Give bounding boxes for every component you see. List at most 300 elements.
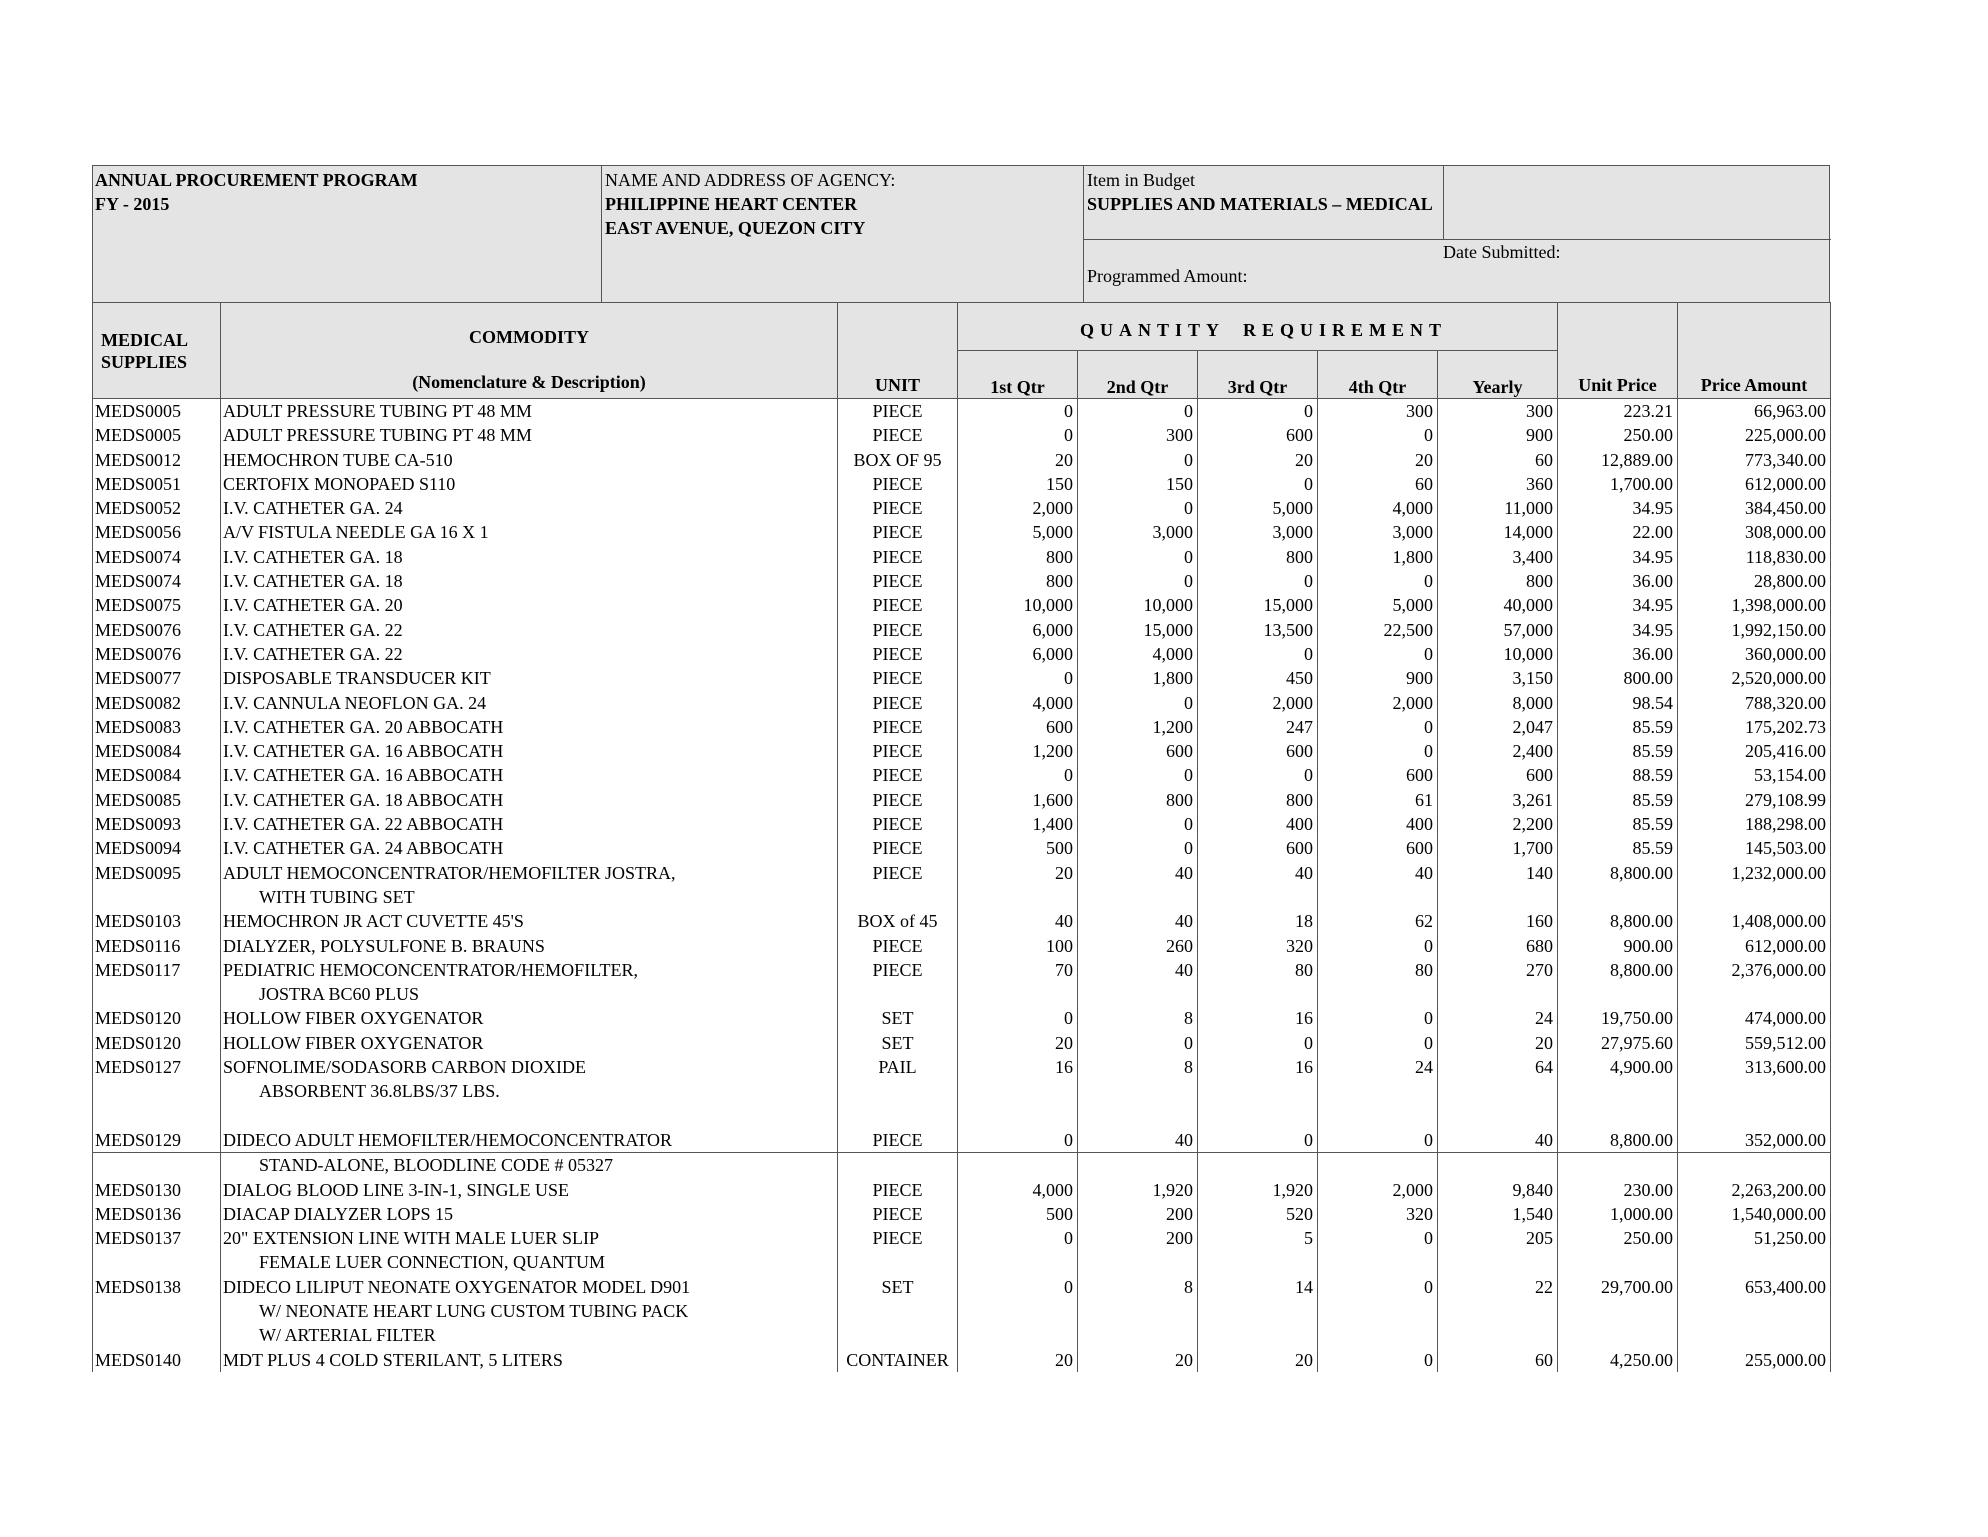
item-unit: PIECE (838, 763, 958, 787)
date-submitted-label: Date Submitted: (1443, 242, 1561, 262)
item-description (221, 666, 838, 690)
item-code: MEDS0094 (93, 836, 221, 860)
item-q1: 0 (958, 1006, 1078, 1030)
item-price: 800.00 (1558, 666, 1678, 690)
item-price: 250.00 (1558, 423, 1678, 447)
col-commodity: COMMODITY (Nomenclature & Description) (221, 303, 838, 399)
item-q3: 800 (1198, 545, 1318, 569)
table-row (93, 1178, 1831, 1202)
item-code: MEDS0074 (93, 545, 221, 569)
item-description-line: HOLLOW FIBER OXYGENATOR (223, 1008, 484, 1029)
item-q1: 20 (958, 861, 1078, 910)
item-q2: 0 (1078, 812, 1198, 836)
item-q4: 400 (1318, 812, 1438, 836)
item-description (221, 1128, 838, 1153)
item-q2: 1,800 (1078, 666, 1198, 690)
item-q1: 0 (958, 1275, 1078, 1348)
item-unit: SET (838, 1006, 958, 1030)
item-q4: 2,000 (1318, 1178, 1438, 1202)
item-q4: 0 (1318, 569, 1438, 593)
item-description (221, 399, 838, 424)
item-description-line: DIACAP DIALYZER LOPS 15 (223, 1203, 454, 1224)
agency-address: EAST AVENUE, QUEZON CITY (605, 218, 866, 238)
item-q1: 0 (958, 763, 1078, 787)
item-description-line: PEDIATRIC HEMOCONCENTRATOR/HEMOFILTER, (223, 959, 639, 980)
item-amount: 118,830.00 (1678, 545, 1831, 569)
item-yearly: 2,200 (1438, 812, 1558, 836)
item-description-line: DIALYZER, POLYSULFONE B. BRAUNS (223, 935, 545, 956)
item-q4: 2,000 (1318, 691, 1438, 715)
item-code: MEDS0051 (93, 472, 221, 496)
item-code: MEDS0005 (93, 423, 221, 447)
item-q2: 600 (1078, 739, 1198, 763)
item-q1: 6,000 (958, 642, 1078, 666)
item-price: 29,700.00 (1558, 1275, 1678, 1348)
item-unit: PIECE (838, 642, 958, 666)
table-row (93, 423, 1831, 447)
item-price: 4,250.00 (1558, 1348, 1678, 1372)
item-q4: 24 (1318, 1055, 1438, 1128)
item-description-continuation (223, 1104, 831, 1128)
item-description-line: I.V. CATHETER GA. 16 ABBOCATH (223, 765, 504, 786)
item-yearly: 57,000 (1438, 618, 1558, 642)
budget-item: SUPPLIES AND MATERIALS – MEDICAL (1087, 194, 1433, 214)
item-code: MEDS0082 (93, 691, 221, 715)
item-q2: 200 (1078, 1202, 1198, 1226)
item-price: 223.21 (1558, 399, 1678, 424)
table-row (93, 399, 1831, 424)
item-q4: 20 (1318, 448, 1438, 472)
budget-label: Item in Budget (1087, 170, 1195, 190)
item-q3: 80 (1198, 958, 1318, 1007)
item-q2 (1078, 1153, 1198, 1178)
item-yearly: 64 (1438, 1055, 1558, 1128)
item-description (221, 520, 838, 544)
item-description-line: DIDECO LILIPUT NEONATE OXYGENATOR MODEL D901 (223, 1276, 691, 1297)
item-price: 98.54 (1558, 691, 1678, 715)
item-unit: BOX OF 95 (838, 448, 958, 472)
item-code: MEDS0116 (93, 934, 221, 958)
item-description-line: ADULT HEMOCONCENTRATOR/HEMOFILTER JOSTRA, (223, 862, 676, 883)
item-description-line: I.V. CATHETER GA. 20 (223, 595, 403, 616)
item-description (221, 618, 838, 642)
item-q2: 0 (1078, 763, 1198, 787)
item-q2: 15,000 (1078, 618, 1198, 642)
item-amount: 773,340.00 (1678, 448, 1831, 472)
item-description-line: I.V. CATHETER GA. 22 (223, 619, 403, 640)
item-description-line: HEMOCHRON TUBE CA-510 (223, 449, 453, 470)
item-code: MEDS0095 (93, 861, 221, 910)
item-code: MEDS0084 (93, 739, 221, 763)
item-description (221, 448, 838, 472)
item-description-continuation: W/ ARTERIAL FILTER (259, 1325, 436, 1346)
item-description-continuation: STAND-ALONE, BLOODLINE CODE # 05327 (259, 1155, 614, 1176)
item-unit: PIECE (838, 593, 958, 617)
table-row (93, 958, 1831, 1007)
item-q4: 0 (1318, 1348, 1438, 1372)
item-amount: 1,540,000.00 (1678, 1202, 1831, 1226)
item-description-line: I.V. CATHETER GA. 20 ABBOCATH (223, 716, 504, 737)
item-amount: 1,408,000.00 (1678, 909, 1831, 933)
item-q1: 16 (958, 1055, 1078, 1128)
item-price: 34.95 (1558, 593, 1678, 617)
item-unit: PIECE (838, 958, 958, 1007)
item-q4: 1,800 (1318, 545, 1438, 569)
item-q3: 5 (1198, 1226, 1318, 1275)
item-q1: 100 (958, 934, 1078, 958)
table-row (93, 812, 1831, 836)
item-unit: PIECE (838, 569, 958, 593)
col-unit: UNIT (838, 303, 958, 399)
item-description-line: SOFNOLIME/SODASORB CARBON DIOXIDE (223, 1057, 587, 1078)
item-price: 22.00 (1558, 520, 1678, 544)
item-q1: 1,400 (958, 812, 1078, 836)
item-q1: 1,600 (958, 788, 1078, 812)
item-yearly: 24 (1438, 1006, 1558, 1030)
item-price: 34.95 (1558, 496, 1678, 520)
col-price-amount: Price Amount (1678, 303, 1831, 399)
item-q1: 4,000 (958, 691, 1078, 715)
item-description-line: CERTOFIX MONOPAED S110 (223, 473, 456, 494)
item-unit: PAIL (838, 1055, 958, 1128)
item-q3: 18 (1198, 909, 1318, 933)
item-q4: 0 (1318, 1031, 1438, 1055)
item-description-line: DIALOG BLOOD LINE 3-IN-1, SINGLE USE (223, 1179, 569, 1200)
item-yearly: 20 (1438, 1031, 1558, 1055)
item-q3: 13,500 (1198, 618, 1318, 642)
item-yearly: 22 (1438, 1275, 1558, 1348)
table-row (93, 715, 1831, 739)
item-yearly: 680 (1438, 934, 1558, 958)
col-yearly: Yearly (1438, 351, 1558, 399)
item-amount: 66,963.00 (1678, 399, 1831, 424)
item-description-line: I.V. CATHETER GA. 22 (223, 643, 403, 664)
item-q2: 0 (1078, 496, 1198, 520)
item-price: 27,975.60 (1558, 1031, 1678, 1055)
item-q4: 0 (1318, 715, 1438, 739)
item-description-line: HEMOCHRON JR ACT CUVETTE 45'S (223, 911, 524, 932)
col-unit-price: Unit Price (1558, 303, 1678, 399)
item-description-line: 20" EXTENSION LINE WITH MALE LUER SLIP (223, 1228, 599, 1249)
item-description-line: I.V. CATHETER GA. 18 ABBOCATH (223, 789, 504, 810)
item-q3: 0 (1198, 642, 1318, 666)
item-yearly: 3,261 (1438, 788, 1558, 812)
item-yearly: 8,000 (1438, 691, 1558, 715)
item-unit: PIECE (838, 691, 958, 715)
item-q2: 0 (1078, 836, 1198, 860)
item-amount: 612,000.00 (1678, 934, 1831, 958)
item-yearly: 10,000 (1438, 642, 1558, 666)
item-unit: PIECE (838, 934, 958, 958)
item-description-continuation: ABSORBENT 36.8LBS/37 LBS. (259, 1081, 500, 1102)
item-q1: 5,000 (958, 520, 1078, 544)
item-price: 8,800.00 (1558, 1128, 1678, 1153)
table-row (93, 642, 1831, 666)
item-q3: 0 (1198, 472, 1318, 496)
item-q3: 40 (1198, 861, 1318, 910)
item-q1: 1,200 (958, 739, 1078, 763)
item-price: 230.00 (1558, 1178, 1678, 1202)
item-yearly: 2,047 (1438, 715, 1558, 739)
item-q3: 2,000 (1198, 691, 1318, 715)
item-price: 250.00 (1558, 1226, 1678, 1275)
item-yearly: 1,540 (1438, 1202, 1558, 1226)
item-q4: 5,000 (1318, 593, 1438, 617)
item-q3: 0 (1198, 399, 1318, 424)
item-yearly: 1,700 (1438, 836, 1558, 860)
item-unit: PIECE (838, 812, 958, 836)
item-price: 8,800.00 (1558, 861, 1678, 910)
item-q2: 8 (1078, 1275, 1198, 1348)
item-description (221, 423, 838, 447)
table-row (93, 569, 1831, 593)
item-q1: 600 (958, 715, 1078, 739)
item-q2: 150 (1078, 472, 1198, 496)
table-row (93, 934, 1831, 958)
item-price: 8,800.00 (1558, 958, 1678, 1007)
item-amount: 474,000.00 (1678, 1006, 1831, 1030)
item-q4: 900 (1318, 666, 1438, 690)
item-description (221, 763, 838, 787)
col-q2: 2nd Qtr (1078, 351, 1198, 399)
item-amount: 2,263,200.00 (1678, 1178, 1831, 1202)
item-code: MEDS0127 (93, 1055, 221, 1128)
table-row (93, 496, 1831, 520)
item-code: MEDS0005 (93, 399, 221, 424)
item-description (221, 836, 838, 860)
table-row (93, 666, 1831, 690)
item-q2: 300 (1078, 423, 1198, 447)
item-unit: PIECE (838, 666, 958, 690)
item-price: 4,900.00 (1558, 1055, 1678, 1128)
item-q3: 14 (1198, 1275, 1318, 1348)
item-code: MEDS0129 (93, 1128, 221, 1153)
col-nomenclature: (Nomenclature & Description) (412, 372, 646, 392)
item-q2: 3,000 (1078, 520, 1198, 544)
item-description-line: DISPOSABLE TRANSDUCER KIT (223, 668, 491, 689)
item-description-line: DIDECO ADULT HEMOFILTER/HEMOCONCENTRATOR (223, 1129, 673, 1150)
item-q1: 20 (958, 1031, 1078, 1055)
item-unit: SET (838, 1031, 958, 1055)
item-amount: 308,000.00 (1678, 520, 1831, 544)
item-amount (1678, 1153, 1831, 1178)
item-description-continuation: WITH TUBING SET (259, 886, 415, 907)
item-q3: 0 (1198, 1128, 1318, 1153)
item-code (93, 1153, 221, 1178)
item-yearly: 2,400 (1438, 739, 1558, 763)
item-q2: 20 (1078, 1348, 1198, 1372)
item-price: 36.00 (1558, 569, 1678, 593)
item-q3: 20 (1198, 448, 1318, 472)
table-row (93, 739, 1831, 763)
procurement-table (92, 302, 1831, 1372)
item-unit: PIECE (838, 1226, 958, 1275)
item-code: MEDS0074 (93, 569, 221, 593)
item-q2: 0 (1078, 569, 1198, 593)
item-q1: 0 (958, 423, 1078, 447)
item-q1: 0 (958, 666, 1078, 690)
item-description (221, 545, 838, 569)
table-row (93, 1348, 1831, 1372)
item-q1: 150 (958, 472, 1078, 496)
item-yearly: 600 (1438, 763, 1558, 787)
item-amount: 1,992,150.00 (1678, 618, 1831, 642)
item-description (221, 1348, 838, 1372)
item-amount: 205,416.00 (1678, 739, 1831, 763)
item-description-continuation: W/ NEONATE HEART LUNG CUSTOM TUBING PACK (259, 1300, 689, 1321)
item-description-continuation: FEMALE LUER CONNECTION, QUANTUM (259, 1252, 605, 1273)
item-yearly: 40 (1438, 1128, 1558, 1153)
item-q4: 80 (1318, 958, 1438, 1007)
item-q4: 62 (1318, 909, 1438, 933)
item-amount: 188,298.00 (1678, 812, 1831, 836)
item-description (221, 739, 838, 763)
item-description-line: I.V. CATHETER GA. 24 (223, 498, 403, 519)
item-description-line: ADULT PRESSURE TUBING PT 48 MM (223, 401, 532, 421)
item-q4: 0 (1318, 1275, 1438, 1348)
item-description-continuation: JOSTRA BC60 PLUS (259, 984, 420, 1005)
col-q3: 3rd Qtr (1198, 351, 1318, 399)
item-q4: 0 (1318, 642, 1438, 666)
item-amount: 28,800.00 (1678, 569, 1831, 593)
item-q4 (1318, 1153, 1438, 1178)
item-unit: PIECE (838, 861, 958, 910)
item-unit: PIECE (838, 1178, 958, 1202)
item-q1: 20 (958, 1348, 1078, 1372)
item-unit: PIECE (838, 520, 958, 544)
item-yearly: 3,150 (1438, 666, 1558, 690)
item-q4: 4,000 (1318, 496, 1438, 520)
table-row (93, 788, 1831, 812)
item-q2: 8 (1078, 1055, 1198, 1128)
item-code: MEDS0083 (93, 715, 221, 739)
item-q3: 600 (1198, 739, 1318, 763)
item-q1: 4,000 (958, 1178, 1078, 1202)
table-row (93, 1202, 1831, 1226)
item-q1: 20 (958, 448, 1078, 472)
item-q2: 1,920 (1078, 1178, 1198, 1202)
item-price: 1,700.00 (1558, 472, 1678, 496)
item-unit: PIECE (838, 496, 958, 520)
fiscal-year: FY - 2015 (95, 194, 170, 214)
item-unit: PIECE (838, 472, 958, 496)
item-amount: 653,400.00 (1678, 1275, 1831, 1348)
item-price: 8,800.00 (1558, 909, 1678, 933)
item-q1: 800 (958, 569, 1078, 593)
item-description (221, 812, 838, 836)
table-row (93, 448, 1831, 472)
item-q1 (958, 1153, 1078, 1178)
agency-label: NAME AND ADDRESS OF AGENCY: (605, 170, 896, 190)
item-amount: 255,000.00 (1678, 1348, 1831, 1372)
item-q3: 600 (1198, 423, 1318, 447)
item-description (221, 1275, 838, 1348)
item-description-line: I.V. CATHETER GA. 24 ABBOCATH (223, 838, 504, 859)
item-q4: 0 (1318, 1006, 1438, 1030)
item-amount: 1,232,000.00 (1678, 861, 1831, 910)
item-description (221, 861, 838, 910)
item-amount: 1,398,000.00 (1678, 593, 1831, 617)
col-category: MEDICAL SUPPLIES (93, 303, 221, 399)
item-q3: 0 (1198, 763, 1318, 787)
item-description-line: HOLLOW FIBER OXYGENATOR (223, 1032, 484, 1053)
item-q2: 8 (1078, 1006, 1198, 1030)
item-q2: 800 (1078, 788, 1198, 812)
item-code: MEDS0075 (93, 593, 221, 617)
item-yearly: 9,840 (1438, 1178, 1558, 1202)
item-description-line: I.V. CATHETER GA. 22 ABBOCATH (223, 814, 504, 835)
item-q4: 0 (1318, 934, 1438, 958)
agency-name: PHILIPPINE HEART CENTER (605, 194, 858, 214)
item-q2: 0 (1078, 691, 1198, 715)
item-code: MEDS0076 (93, 642, 221, 666)
item-amount: 2,376,000.00 (1678, 958, 1831, 1007)
item-description (221, 934, 838, 958)
item-q3: 600 (1198, 836, 1318, 860)
item-yearly: 270 (1438, 958, 1558, 1007)
item-description (221, 593, 838, 617)
item-amount: 51,250.00 (1678, 1226, 1831, 1275)
item-description (221, 788, 838, 812)
item-description (221, 569, 838, 593)
program-title: ANNUAL PROCUREMENT PROGRAM (95, 170, 418, 190)
item-q4: 22,500 (1318, 618, 1438, 642)
item-description (221, 1006, 838, 1030)
item-q2: 0 (1078, 448, 1198, 472)
item-yearly (1438, 1153, 1558, 1178)
item-q4: 0 (1318, 1226, 1438, 1275)
item-price: 85.59 (1558, 812, 1678, 836)
item-q2: 40 (1078, 958, 1198, 1007)
procurement-sheet (92, 165, 1830, 1372)
item-description (221, 715, 838, 739)
table-row (93, 618, 1831, 642)
item-q2: 10,000 (1078, 593, 1198, 617)
col-q4: 4th Qtr (1318, 351, 1438, 399)
item-price (1558, 1153, 1678, 1178)
item-code: MEDS0120 (93, 1006, 221, 1030)
table-row (93, 1275, 1831, 1348)
item-code: MEDS0136 (93, 1202, 221, 1226)
item-q1: 800 (958, 545, 1078, 569)
item-yearly: 40,000 (1438, 593, 1558, 617)
item-q3: 0 (1198, 569, 1318, 593)
item-description (221, 958, 838, 1007)
item-description (221, 1031, 838, 1055)
item-q2: 40 (1078, 1128, 1198, 1153)
item-unit: PIECE (838, 423, 958, 447)
item-price: 88.59 (1558, 763, 1678, 787)
item-price: 12,889.00 (1558, 448, 1678, 472)
item-q2: 1,200 (1078, 715, 1198, 739)
col-q1: 1st Qtr (958, 351, 1078, 399)
item-unit: PIECE (838, 836, 958, 860)
item-code: MEDS0085 (93, 788, 221, 812)
item-q3: 450 (1198, 666, 1318, 690)
item-price: 1,000.00 (1558, 1202, 1678, 1226)
item-price: 19,750.00 (1558, 1006, 1678, 1030)
item-price: 36.00 (1558, 642, 1678, 666)
item-price: 900.00 (1558, 934, 1678, 958)
table-row (93, 520, 1831, 544)
item-yearly: 800 (1438, 569, 1558, 593)
item-description (221, 1226, 838, 1275)
item-unit: PIECE (838, 715, 958, 739)
item-code: MEDS0140 (93, 1348, 221, 1372)
document-header (92, 165, 1830, 302)
item-yearly: 60 (1438, 1348, 1558, 1372)
table-row (93, 593, 1831, 617)
